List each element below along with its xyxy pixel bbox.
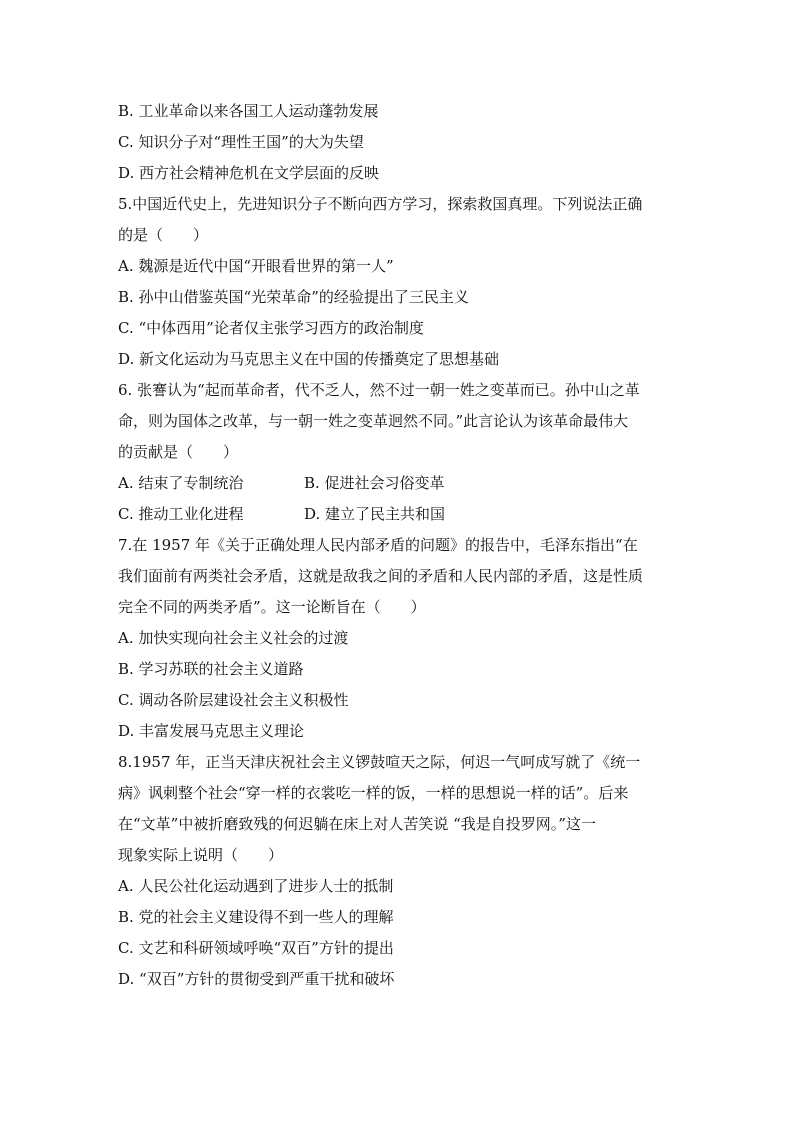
option-7c: C. 调动各阶层建设社会主义积极性 bbox=[118, 691, 349, 709]
question-8-stem-line: 现象实际上说明（ ） bbox=[118, 846, 284, 864]
question-6-stem-line: 的贡献是（ ） bbox=[118, 443, 239, 461]
option-7a: A. 加快实现向社会主义社会的过渡 bbox=[118, 629, 349, 647]
option-5b: B. 孙中山借鉴英国“光荣革命”的经验提出了三民主义 bbox=[118, 288, 469, 306]
question-6 bbox=[118, 375, 686, 530]
option-8b: B. 党的社会主义建设得不到一些人的理解 bbox=[118, 908, 394, 926]
question-6-stem-line: 6. 张謇认为“起而革命者，代不乏人，然不过一朝一姓之变革而已。孙中山之革 bbox=[118, 381, 640, 399]
question-8 bbox=[118, 747, 686, 995]
option-7d: D. 丰富发展马克思主义理论 bbox=[118, 722, 305, 740]
question-list bbox=[118, 96, 686, 995]
question-7-stem-line: 我们面前有两类社会矛盾，这就是敌我之间的矛盾和人民内部的矛盾，这是性质 bbox=[118, 567, 644, 585]
question-5-stem-line: 的是（ ） bbox=[118, 226, 209, 244]
option-8c: C. 文艺和科研领域呼唤“双百”方针的提出 bbox=[118, 939, 394, 957]
question-5-stem-line: 5.中国近代史上，先进知识分子不断向西方学习，探索救国真理。下列说法正确 bbox=[118, 195, 643, 213]
option-5d: D. 新文化运动为马克思主义在中国的传播奠定了思想基础 bbox=[118, 350, 500, 368]
question-7-stem-line: 完全不同的两类矛盾”。这一论断旨在（ ） bbox=[118, 598, 426, 616]
option-8a: A. 人民公社化运动遇到了进步人士的抵制 bbox=[118, 877, 394, 895]
question-6-options-row bbox=[118, 499, 686, 530]
option-6b: B. 促进社会习俗变革 bbox=[304, 474, 445, 492]
option-4b: B. 工业革命以来各国工人运动蓬勃发展 bbox=[118, 102, 379, 120]
option-4c: C. 知识分子对“理性王国”的大为失望 bbox=[118, 133, 364, 151]
option-5a: A. 魏源是近代中国“开眼看世界的第一人” bbox=[118, 257, 394, 275]
question-8-stem-line: 在“文革”中被折磨致残的何迟躺在床上对人苦笑说 “我是自投罗网。”这一 bbox=[118, 815, 596, 833]
question-7 bbox=[118, 530, 686, 747]
question-8-stem-line: 8.1957 年，正当天津庆祝社会主义锣鼓喧天之际，何迟一气呵成写就了《统一 bbox=[118, 753, 641, 771]
option-6d: D. 建立了民主共和国 bbox=[304, 505, 446, 523]
question-7-stem-line: 7.在 1957 年《关于正确处理人民内部矛盾的问题》的报告中，毛泽东指出“在 bbox=[118, 536, 638, 554]
option-4d: D. 西方社会精神危机在文学层面的反映 bbox=[118, 164, 380, 182]
question-6-stem-line: 命，则为国体之改革，与一朝一姓之变革迥然不同。”此言论认为该革命最伟大 bbox=[118, 412, 629, 430]
option-6a: A. 结束了专制统治 bbox=[118, 474, 244, 492]
option-5c: C. “中体西用”论者仅主张学习西方的政治制度 bbox=[118, 319, 424, 337]
option-6c: C. 推动工业化进程 bbox=[118, 505, 244, 523]
option-8d: D. “双百”方针的贯彻受到严重干扰和破坏 bbox=[118, 970, 395, 988]
question-5 bbox=[118, 189, 686, 375]
question-8-stem-line: 病》讽刺整个社会“穿一样的衣裳吃一样的饭，一样的思想说一样的话”。后来 bbox=[118, 784, 629, 802]
question-6-options-row bbox=[118, 468, 686, 499]
option-7b: B. 学习苏联的社会主义道路 bbox=[118, 660, 304, 678]
question-4-options bbox=[118, 96, 686, 189]
